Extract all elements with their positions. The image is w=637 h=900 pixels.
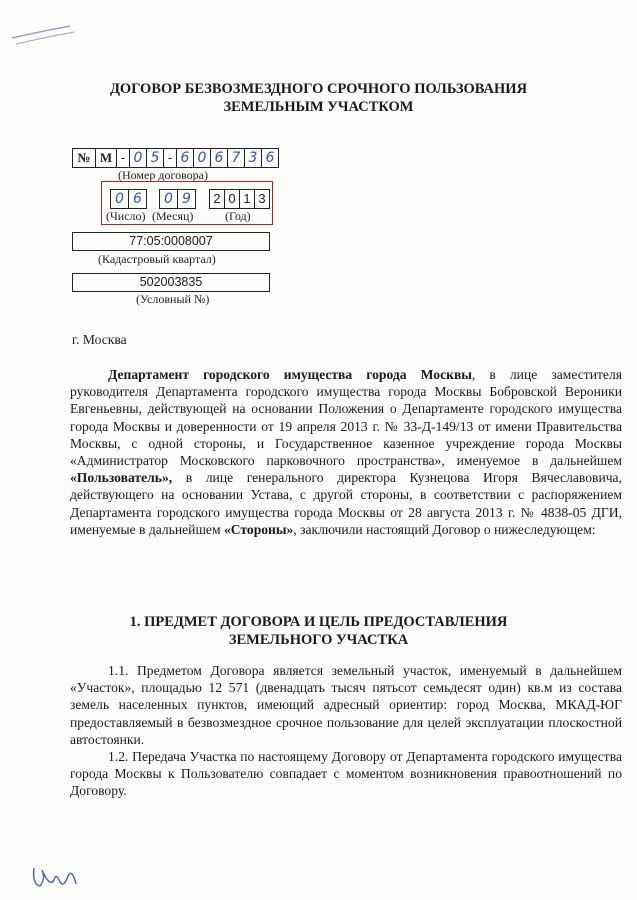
contract-digit: 6: [211, 149, 228, 167]
date-year-digit: 1: [240, 190, 255, 208]
date-day-boxes: [110, 189, 147, 209]
pen-stroke-icon: [8, 18, 78, 48]
date-day-digit: 6: [133, 191, 142, 207]
parties-name: «Стороны»: [223, 521, 294, 537]
contract-digit: 6: [177, 149, 194, 167]
contract-digit: 0: [130, 149, 147, 167]
clause-1-2: 1.2. Передача Участка по настоящему Договору от Департамента городского имущества города Москвы к Пользователю совпадает с моментом возникновения правоотношений по Договору.: [70, 749, 622, 799]
conditional-number-value: 502003835: [72, 273, 270, 292]
date-day-digit: 0: [111, 190, 129, 208]
contract-digit: 6: [265, 150, 275, 166]
handwritten-signature-icon: [28, 858, 84, 894]
contract-dash: -: [164, 149, 177, 167]
date-year-label: (Год): [225, 209, 251, 223]
preamble: [70, 366, 622, 538]
contract-digit: 3: [245, 149, 262, 167]
date-year-boxes: [209, 189, 270, 209]
preamble-text1: , в лице заместителя руководителя Департамента городского имущества города Москвы Бобровской Вероники Евгеньевны, действующей на основании Положения о Департаменте городского имущества города Москвы и доверенности от 19 апреля 2013 г. № 33-Д-149/13 от имени Правительства Москвы, с одной стороны, и Государственное казенное учреждение города Москвы «Администратор Московского парковочного пространства», именуемое в дальнейшем: [70, 367, 622, 469]
city: г. Москва: [72, 332, 127, 347]
cadastral-quarter-label: (Кадастровый квартал): [98, 252, 216, 266]
cadastral-quarter-value: 77:05:0008007: [72, 232, 270, 251]
document-title-line1: ДОГОВОР БЕЗВОЗМЕЗДНОГО СРОЧНОГО ПОЛЬЗОВАНИЯ: [109, 81, 528, 97]
contract-digit: 5: [147, 149, 164, 167]
contract-digit: 0: [194, 149, 211, 167]
contract-series: М: [96, 149, 117, 167]
contract-number-label: (Номер договора): [118, 168, 208, 182]
contract-digit: 7: [228, 149, 245, 167]
section1-heading-line2: ЗЕМЕЛЬНОГО УЧАСТКА: [228, 632, 409, 648]
party2-name: «Пользователь»,: [70, 470, 173, 486]
section1-body: [70, 662, 622, 800]
document-title-line2: ЗЕМЕЛЬНЫМ УЧАСТКОМ: [223, 99, 414, 115]
date-year-digit: 3: [258, 191, 266, 206]
section1-heading-line1: 1. ПРЕДМЕТ ДОГОВОРА И ЦЕЛЬ ПРЕДОСТАВЛЕНИЯ: [129, 614, 508, 630]
clause-1-1: 1.1. Предметом Договора является земельный участок, именуемый в дальнейшем «Участок», площадью 12 571 (двенадцать тысяч пятьсот семьдесят один) кв.м из состава земель населенных пунктов, имеющий адресный ориентир: город Москва, МКАД-ЮГ предоставляемый в безвозмездное срочное пользование для целей эксплуатации плоскостной автостоянки.: [70, 663, 622, 747]
conditional-number-label: (Условный №): [136, 292, 210, 306]
preamble-text3: , заключили настоящий Договор о нижеследующем:: [293, 521, 596, 537]
date-year-digit: 0: [225, 190, 240, 208]
number-sign: №: [73, 149, 96, 167]
contract-dash: -: [117, 149, 130, 167]
contract-number-boxes: [72, 148, 279, 168]
party1-name: Департамент городского имущества города Москвы: [108, 367, 472, 382]
date-year-digit: 2: [210, 190, 225, 208]
date-month-label: (Месяц): [152, 209, 194, 223]
date-day-label: (Число): [106, 209, 146, 223]
preamble-text2: в лице генерального директора Кузнецова Игоря Вячеславовича, действующего на основании Устава, с другой стороны, в соответствии с распоряжением Департамента городского имущества города Москвы от 28 августа 2013 г. № 4838-05 ДГИ, именуемые в дальнейшем: [70, 470, 622, 537]
date-month-boxes: [159, 189, 196, 209]
date-month-digit: 0: [160, 190, 178, 208]
date-month-digit: 9: [182, 191, 191, 207]
